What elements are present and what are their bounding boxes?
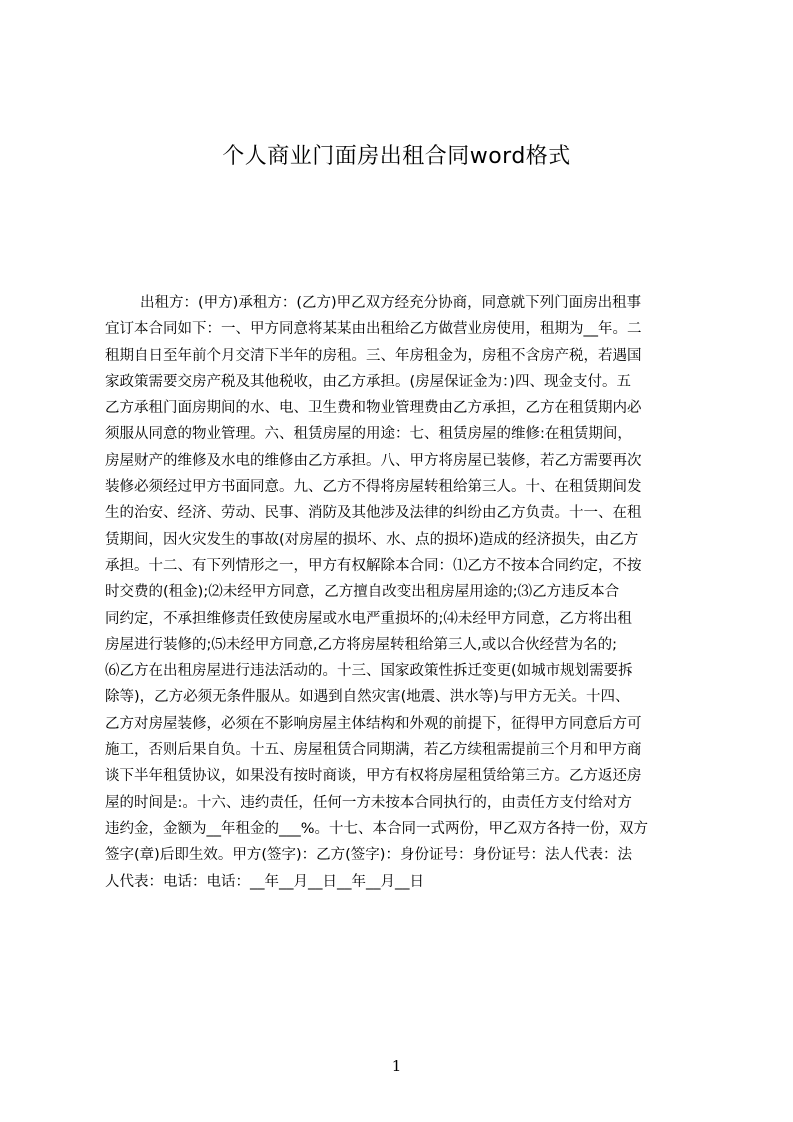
body-line: 除等)，乙方必须无条件服从。如遇到自然灾害(地震、洪水等)与甲方无关。十四、: [105, 689, 630, 706]
body-line: 房屋财产的维修及水电的维修由乙方承担。八、甲方将房屋已装修，若乙方需要再次: [105, 452, 642, 469]
body-line: 出租方：(甲方)承租方：(乙方)甲乙双方经充分协商，同意就下列门面房出租事: [140, 295, 642, 311]
body-line: 乙方承租门面房期间的水、电、卫生费和物业管理费由乙方承担，乙方在租赁期内必: [105, 400, 642, 417]
body-line: 房屋进行装修的;⑸未经甲方同意,乙方将房屋转租给第三人,或以合伙经营为名的;: [105, 636, 617, 653]
document-title: 个人商业门面房出租合同word格式: [222, 144, 571, 169]
body-line: 宜订本合同如下：一、甲方同意将某某由出租给乙方做营业房使用，租期为__年。二: [105, 321, 642, 338]
body-line: 须服从同意的物业管理。六、租赁房屋的用途：七、租赁房屋的维修:在租赁期间，: [105, 426, 632, 443]
document-body: [105, 290, 699, 890]
body-line: 时交费的(租金);⑵未经甲方同意，乙方擅自改变出租房屋用途的;⑶乙方违反本合: [105, 584, 620, 601]
body-line: 乙方对房屋装修，必须在不影响房屋主体结构和外观的前提下，征得甲方同意后方可: [105, 715, 642, 732]
body-line: 屋的时间是:。十六、违约责任，任何一方未按本合同执行的，由责任方支付给对方: [105, 794, 632, 811]
body-line: 违约金，金额为__年租金的___%。十七、本合同一式两份，甲乙双方各持一份，双方: [105, 820, 649, 837]
body-line: 同约定，不承担维修责任致使房屋或水电严重损坏的;⑷未经甲方同意，乙方将出租: [105, 610, 632, 627]
body-line: 家政策需要交房产税及其他税收，由乙方承担。(房屋保证金为：)四、现金支付。五: [105, 373, 632, 390]
body-line: 承担。十二、有下列情形之一，甲方有权解除本合同：⑴乙方不按本合同约定，不按: [105, 557, 642, 574]
body-line: 谈下半年租赁协议，如果没有按时商谈，甲方有权将房屋租赁给第三方。乙方返还房: [105, 768, 642, 785]
body-line: 施工，否则后果自负。十五、房屋租赁合同期满，若乙方续租需提前三个月和甲方商: [105, 742, 642, 759]
body-line: 生的治安、经济、劳动、民事、消防及其他涉及法律的纠纷由乙方负责。十一、在租: [105, 505, 642, 522]
page-number: 1: [391, 1057, 402, 1075]
body-line: 签字(章)后即生效。甲方(签字)：乙方(签字)：身份证号：身份证号：法人代表：法: [105, 847, 632, 864]
body-line: ⑹乙方在出租房屋进行违法活动的。十三、国家政策性拆迁变更(如城市规划需要拆: [105, 663, 633, 680]
body-line: 租期自日至年前个月交清下半年的房租。三、年房租金为，房租不含房产税，若遇国: [105, 347, 642, 364]
body-line: 赁期间，因火灾发生的事故(对房屋的损坏、水、点的损坏)造成的经济损失，由乙方: [105, 531, 639, 548]
body-line: 人代表：电话：电话：__年__月__日__年__月__日: [105, 873, 424, 890]
body-line: 装修必须经过甲方书面同意。九、乙方不得将房屋转租给第三人。十、在租赁期间发: [105, 479, 642, 496]
